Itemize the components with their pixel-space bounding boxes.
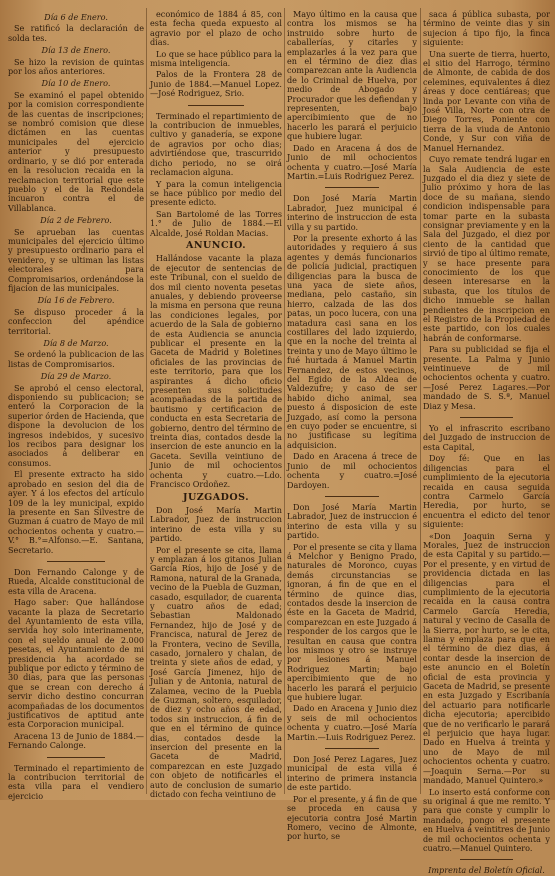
section-heading: JUZGADOS. (182, 491, 250, 503)
paragraph: Dado en Aracena á dos de Junio de mil ochocientos ochenta y cuatro.—José María Martin.=Luis Rodriguez Perez. (287, 142, 417, 181)
paragraph: Se aprobó el censo electoral, disponiendo su publicacion; se enteró la Corporacion de la superior órden de Hacienda, que dispone la devolucion de los ingresos indebidos, y sucesivo los recibos para designar los asociados á deliberar en consumos. (8, 382, 144, 468)
paragraph: «Don Joaquin Serna y Morales, Juez de instruccion de esta Capital y su partido.—Por el presente, y en virtud de providencia dictada en las diligencias para el cumplimiento de la ejecutoria recaida en la causa contra Carmelo García Heredia, natural y vecino de Casalla de la Sierra, por hurto, se le cita, llama y emplaza para que en el término de diez dias, á contar desde la insercion de este anuncio en el Boletín oficial de esta provincia y Gaceta de Madrid, se presente en esta Juzgado y Escribanía del actuario para notificarle dicha ejecutoria; apercibido que de no verificarlo le parará el perjuicio que haya lugar. Dado en Huelva á treinta y uno de Mayo de mil ochocientos ochenta y cuatro.—Joaquin Serna.—Por su mandado, Manuel Quintero.» (423, 530, 550, 786)
paragraph: Don José María Martin Labrador, Juez municipal é interino de instruccion de esta villa y su partido. (287, 193, 417, 232)
separator (325, 496, 380, 497)
paragraph: Terminado el repartimiento de la contribucion de inmuebles, cultivo y ganadería, se expone de agravios por ocho dias; advirtiéndose que, trascurrido dicho periodo, no se oirá reclamacion alguna. (150, 110, 282, 178)
session-date: Día 6 de Enero. (44, 12, 108, 22)
separator (47, 561, 104, 562)
paragraph: Por el presente se cita, llama y emplazan á los gitanos Julian García Ríos, hijo de José y de Ramona, natural de la Granada, vecino de la Puebla de Guzman, casado, esquilador, de cuarenta y cuatro años de edad; Sebastian Maldonado Fernandez, hijo de José y de Francisca, natural de Jerez de la Frontera, vecino de Sevilla, casado, jornalero y chalan, de treinta y siete años de edad, y José García Jimenez, hijo de Julian y de Antonia, natural de Zalamea, vecino de la Puebla de Guzman, soltero, esquilador, de diez y ocho años de edad, todos sin instruccion, á fin de que en el término de quince dias, contados desde la insercion del presente en la Gaceta de Madrid, comparezcan en este Juzgado con objeto de notificarles el auto de conclusion de sumario dictado con fecha veintiuno de (150, 544, 282, 800)
session-date: Día 10 de Enero. (41, 78, 111, 89)
session-date: Día 29 de Marzo. (40, 371, 112, 382)
separator (188, 105, 243, 106)
column-rule (420, 8, 421, 794)
section-heading: ANUNCIO. (185, 239, 247, 251)
paragraph: Por el presente se cita y llama á Melchor y Benigno Prado, naturales de Moronco, cuyas demás circunstancias se ignoran, á fin de que en el término de quince dias, contados desde la insercion de éste en la Gaceta de Madrid, comparezcan en este Juzgado á responder de los cargos que le resultan en causa que contra los mismos y otro se instruye por lesiones á Manuel Rodriguez Martin; bajo apercibimiento que de no hacerlo les parará el perjuicio que hubiere lugar. (287, 541, 417, 703)
paragraph: Se dispuso proceder á la confeccion del apéndice territorial. (8, 306, 144, 336)
paragraph: económico de 1884 á 85, con esta fecha queda expuesto al agravio por el plazo de ocho dias. (150, 9, 282, 48)
column-1 (8, 10, 144, 801)
paragraph: Don Fernando Calonge y de Rueda, Alcalde constitucional de esta villa de Aracena. (8, 566, 144, 596)
paragraph: Aracena 13 de Junio de 1884.—Fernando Calonge. (8, 730, 144, 751)
separator (325, 748, 380, 749)
session-date: Día 2 de Febrero. (40, 215, 112, 226)
session-date: Día 16 de Febrero. (37, 295, 115, 306)
paragraph: Cuyo remate tendrá lugar en la Sala Audiencia de este Juzgado el dia diez y siete de Julio próximo y hora de las doce de su mañana, siendo condicion indispensable para tomar parte en la subasta consignar previamente y en la Sala del Juzgado, el diez por ciento de la cantidad que sirvió de tipo al último remate, y se hace presente para conocimiento de los que deseen interesarse en la subasta, que los títulos de dicho inmueble se hallan pendientes de inscripcion en el Registro de la Propiedad de este partido, con los cuales habrán de conformarse. (423, 154, 550, 343)
paragraph: Se hizo la revision de quintas por los años anteriores. (8, 56, 144, 77)
separator (460, 417, 513, 418)
paragraph: Por el presente, y á fin de que se proceda en causa y ejecutoria contra José Martin Romero, vecino de Almonte, por hurto, se (287, 793, 417, 842)
paragraph: Lo inserto está conforme con su original á que me remito. Y para que conste y cumplir lo mandado, pongo el presente en Huelva á veintitres de Junio de mil ochocientos ochenta y cuatro.—Manuel Quintero. (423, 786, 550, 853)
paragraph: Hallándose vacante la plaza de ejecutor de sentencias de este Tribunal, con el sueldo de dos mil ciento noventa pesetas anuales, y debiendo proveerse la misma en persona que reuna las condiciones legales, por acuerdo de la Sala de gobierno de esta Audiencia se anuncia publicar el presente en la Gaceta de Madrid y Boletines oficiales de las provincias de este territorio, para que los aspirantes á dicho oficio presenten sus solicitudes acompañadas de la partida de bautismo y certificacion de conducta en esta Secretaria de gobierno, dentro del término de treinta dias, contados desde la insercion de este anuncio en la Gaceta. Sevilla veintiuno de Junio de mil ochocientos ochenta y cuatro.—Ldo. Francisco Ordoñez. (150, 253, 282, 490)
paragraph: Don José Perez Lagares, Juez municipal de esta villa é interino de primera instancia de este partido. (287, 754, 417, 793)
paragraph: Don José María Martin Labrador, Juez de instruccion é interino de esta villa y su partido. (287, 501, 417, 541)
paragraph: Por la presente exhorto á las autoridades y requiero á sus agentes y demás funcionarios de policía judicial, practiquen diligencias para la busca de una yaca de siete años, mediana, pelo castaño, sin hierro, calzada de las dos patas, un poco lucera, con una matadura casi sana en los costillares del lado izquierdo, que en la noche del treinta al treinta y uno de Mayo último le fué hurtada á Manuel Martin Fernandez, de estos vecinos, del Egido de la Aldea de Valdezufre; y caso de ser habido dicho animal, sea puesto á disposicion de este Juzgado, así como la persona en cuyo poder se encuentre, si no justificase su legítima adquisicion. (287, 232, 417, 450)
paragraph: Dado en Aracena y Junio diez y seis de mil ochocientos ochenta y cuatro.—José María Martin.—Luis Rodriguez Perez. (287, 703, 417, 742)
paragraph: Doy fé: Que en las diligencias para el cumplimiento de la ejecutoria recaida en causa seguida contra Carmelo García Heredia, por hurto, se encuentra el edicto del tenor siguiente: (423, 453, 550, 530)
paragraph: Lo que se hace público para la misma inteligencia. (150, 48, 282, 69)
session-date: Día 8 de Marzo. (43, 338, 109, 348)
separator (460, 859, 513, 860)
paragraph: Para su publicidad se fija el presente. La Palma y Junio veintinueve de mil ochocientos ochenta y cuatro.—José Perez Lagares.—Por mandado de S. S.ª, Manuel Diaz y Mesa. (423, 344, 550, 411)
paragraph: Terminado el repartimiento de la contribucion territorial de esta villa para el vendiero ejercicio (8, 762, 144, 801)
paragraph: Hago saber: Que hallándose vacante la plaza de Secretario del Ayuntamiento de esta villa, servida hoy solo interinamente, con el sueldo anual de 2.000 pesetas, el Ayuntamiento de mi presidencia ha acordado se publique por edicto y término de 30 dias, para que las personas que se crean con derecho á servir dicho destino concurran acompañadas de los documentos justificativos de aptitud ante esta Corporacion municipal. (8, 597, 144, 730)
separator (325, 187, 380, 188)
paragraph: El presente extracto ha sido aprobado en sesion del dia de ayer. Y á los efectos del artículo 109 de la ley municipal, expido la presente en San Silvestre de Guzman á cuatro de Mayo de mil ochocientos ochenta y cuatro.—V.° B.°=Alfonso.—E. Santana, Secretario. (8, 469, 144, 555)
imprint: Imprenta del Boletín Oficial. (428, 865, 545, 876)
paragraph: Mayo último en la causa que contra los mismos se ha instruido sobre hurto de caballerías, y citarles y emplazarles á la vez para que en el término de diez dias comparezcan ante la Audiencia de lo Criminal de Huelva, por medio de Abogado y Procurador que les defiendan y representen, bajo apercibimiento que de no hacerlo les parará el perjuicio que hubiere lugar. (287, 9, 417, 142)
paragraph: Yo el infrascrito escribano del Juzgado de instruccion de esta Capital, (423, 423, 550, 452)
paragraph: Se ordenó la publicacion de las listas de Compromisarios. (8, 349, 144, 369)
paragraph: San Bartolomé de las Torres 1.° de Julio de 1884.—El Alcalde, José Roldan Macias. (150, 208, 282, 238)
column-3 (287, 9, 417, 842)
paragraph: Dado en Aracena á trece de Junio de mil ochocientos ochenta y cuatro.=José Dardoyen. (287, 451, 417, 490)
paragraph: Palos de la Frontera 28 de Junio de 1884.—Manuel Lopez.—José Rodriguez, Srio. (150, 69, 282, 99)
session-date: Día 13 de Enero. (41, 45, 111, 56)
separator (47, 757, 104, 758)
paragraph: Se examinó el papel obtenido por la comision correspondiente de las cuentas de inscripciones; se nombró comision que diese dictámen en las cuentas municipales del ejercicio anterior y presupuesto ordinario, y se dió por enterada en la resolucion recaida en la reclamacion territorial que este pueblo y el de la Redondela incuaron contra el de Villablanca. (8, 89, 144, 213)
column-4 (423, 9, 550, 876)
paragraph: Se ratificó la declaración de solda tes. (8, 23, 144, 43)
paragraph: Una suerte de tierra, huerto, el sitio del Harrogo, término de Almonte, de cabida de dos celemines, equivalentes á diez áreas y doce centiáreas; que linda por Levante con viña de José Villa, Norte con otra de Diego Torres, Poniente con tierra de la viuda de Antonio Conde, y Sur con viña de Manuel Hernandez. (423, 48, 550, 153)
paragraph: Se aprueban las cuentas municipales del ejercicio último y presupuesto ordinario para el venidero, y se ultiman las listas electorales para Compromisarios, ordenándose la fijacion de las municipales. (8, 226, 144, 293)
column-rule (146, 8, 147, 794)
paragraph: Y para la comun inteligencia se hace público por medio del presente edicto. (150, 178, 282, 208)
paragraph: Don José María Martin Labrador, Juez de instruccion interino de esta villa y su partido. (150, 504, 282, 544)
paragraph: saca á pública subasta, por término de veinte dias y sin sujecion á tipo fijo, la finca siguiente: (423, 9, 550, 48)
column-rule (284, 8, 285, 794)
column-2 (150, 9, 282, 800)
